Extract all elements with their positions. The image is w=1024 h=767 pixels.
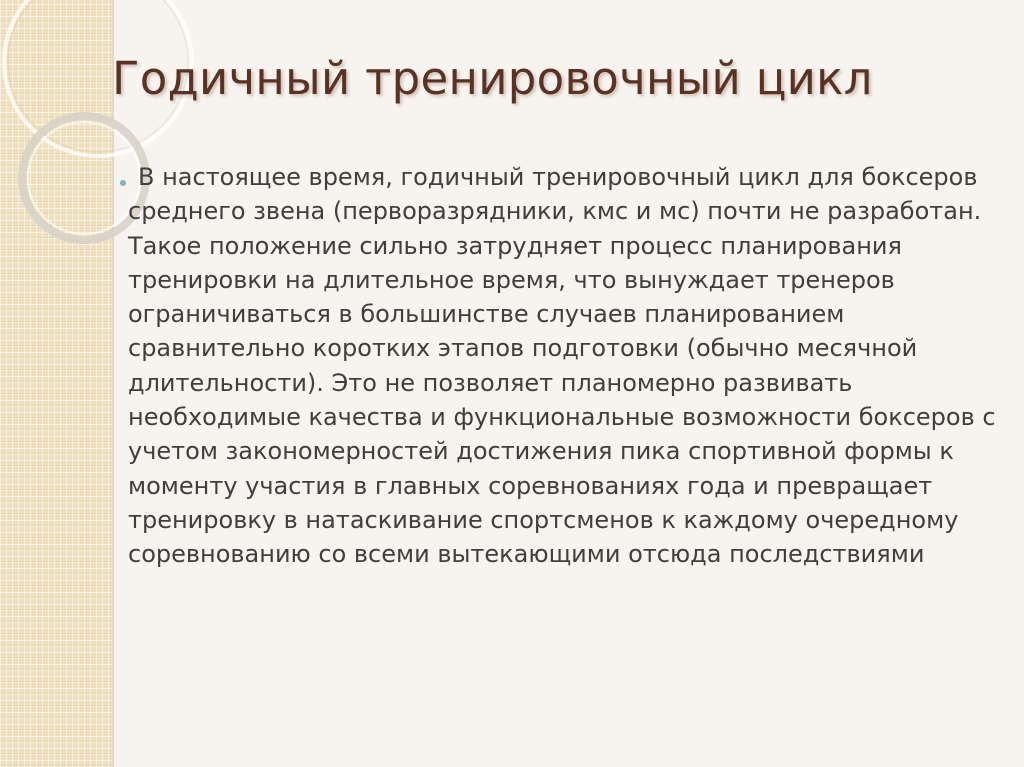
bullet-text: В настоящее время, годичный тренировочный цикл для боксеров среднего звена (перворазрядники, кмс и мс) почти не разработан. Такое положение сильно затрудняет процесс планирования тренировки на длительное время, что вынуждает тренеров ограничиваться в большинстве случаев планированием сравнительно коротких этапов подготовки (обычно месячной длительности). Это не позволяет планомерно развивать необходимые качества и функциональные возможности боксеров с учетом закономерностей достижения пика спортивной формы к моменту участия в главных соревнованиях года и превращает тренировку в натаскивание спортсменов к каждому очередному соревнованию со всеми вытекающими отсюда последствиями xyxy=(128,163,996,569)
slide-content xyxy=(128,160,998,572)
bullet-dot-icon xyxy=(120,180,126,186)
slide-title: Годичный тренировочный цикл xyxy=(112,52,873,105)
bullet-item xyxy=(128,160,998,572)
